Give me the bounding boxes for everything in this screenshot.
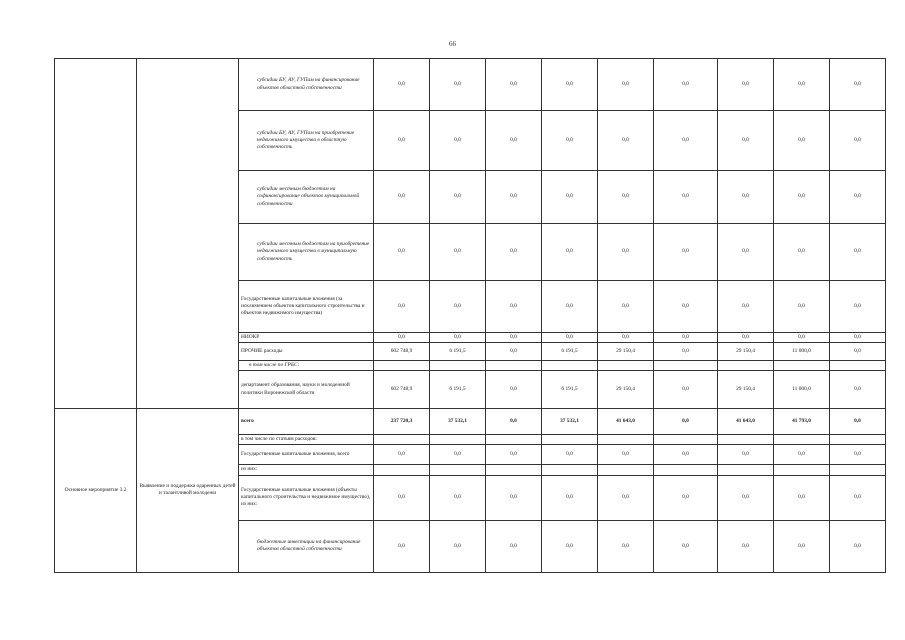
value-cell: 0,0 <box>374 224 430 281</box>
value-cell: 41 793,0 <box>774 409 830 435</box>
value-cell: 0,0 <box>598 59 654 111</box>
value-cell <box>598 465 654 475</box>
value-cell <box>774 465 830 475</box>
value-cell <box>374 360 430 370</box>
value-cell <box>774 435 830 445</box>
value-cell <box>718 435 774 445</box>
value-cell <box>718 465 774 475</box>
value-cell: 0,0 <box>718 171 774 224</box>
value-cell: 41 643,0 <box>718 409 774 435</box>
value-cell: 0,0 <box>542 111 598 171</box>
value-cell: 0,0 <box>486 59 542 111</box>
value-cell: 0,0 <box>654 59 718 111</box>
value-cell <box>654 465 718 475</box>
value-cell: 0,0 <box>718 333 774 343</box>
value-cell: 0,0 <box>774 333 830 343</box>
value-cell: 0,0 <box>774 171 830 224</box>
value-cell: 0,0 <box>374 333 430 343</box>
value-cell: 0,0 <box>774 59 830 111</box>
value-cell: 11 000,0 <box>774 371 830 409</box>
value-cell: 0,0 <box>718 445 774 465</box>
row-label: всего <box>239 409 374 435</box>
value-cell: 0,0 <box>430 445 486 465</box>
value-cell: 37 532,1 <box>542 409 598 435</box>
value-cell: 6 191,5 <box>430 343 486 361</box>
value-cell: 0,0 <box>486 171 542 224</box>
value-cell: 0,0 <box>430 111 486 171</box>
table-row <box>55 59 886 111</box>
row-label: ПРОЧИЕ расходы <box>239 343 374 361</box>
value-cell: 0,0 <box>374 111 430 171</box>
row-label: субсидии БУ, АУ, ГУПам на финансирование объектов областной собственности <box>239 59 374 111</box>
page-number: 66 <box>449 40 456 48</box>
value-cell: 0,0 <box>598 520 654 572</box>
row-label: субсидии местным бюджетам на приобретение недвижимого имущества в муниципальную собственность <box>239 224 374 281</box>
value-cell: 0,0 <box>430 520 486 572</box>
value-cell: 0,0 <box>830 475 886 520</box>
value-cell: 0,0 <box>654 281 718 333</box>
value-cell: 0,0 <box>598 333 654 343</box>
value-cell: 237 720,3 <box>374 409 430 435</box>
row-label: Государственные капитальные вложения (за исключением объектов капитального строительства и объектов недвижимого имущества) <box>239 281 374 333</box>
value-cell: 6 191,5 <box>430 371 486 409</box>
value-cell: 602 748,9 <box>374 343 430 361</box>
value-cell: 0,0 <box>542 224 598 281</box>
value-cell: 0,0 <box>718 475 774 520</box>
value-cell: 0,0 <box>598 281 654 333</box>
value-cell: 0,0 <box>598 475 654 520</box>
value-cell: 0,0 <box>654 224 718 281</box>
value-cell: 0,0 <box>430 475 486 520</box>
row-label: из них: <box>239 465 374 475</box>
value-cell <box>718 360 774 370</box>
value-cell: 0,0 <box>830 333 886 343</box>
value-cell: 0,0 <box>486 520 542 572</box>
value-cell: 0,0 <box>486 333 542 343</box>
value-cell <box>486 435 542 445</box>
value-cell: 0,0 <box>718 59 774 111</box>
value-cell: 0,0 <box>830 343 886 361</box>
value-cell: 0,0 <box>542 171 598 224</box>
value-cell: 0,0 <box>654 409 718 435</box>
value-cell: 0,0 <box>718 520 774 572</box>
row-label: бюджетные инвестиции на финансирование объектов областной собственности <box>239 520 374 572</box>
value-cell: 0,0 <box>430 224 486 281</box>
value-cell: 0,0 <box>654 371 718 409</box>
budget-table <box>54 58 886 573</box>
value-cell: 0,0 <box>374 59 430 111</box>
value-cell: 0,0 <box>654 343 718 361</box>
section-name: Основное мероприятие 3.2 <box>55 409 137 573</box>
value-cell: 0,0 <box>830 409 886 435</box>
value-cell: 0,0 <box>486 281 542 333</box>
value-cell: 0,0 <box>374 445 430 465</box>
value-cell: 0,0 <box>542 281 598 333</box>
value-cell <box>430 360 486 370</box>
value-cell: 0,0 <box>430 59 486 111</box>
value-cell: 0,0 <box>830 111 886 171</box>
value-cell: 29 150,4 <box>718 371 774 409</box>
value-cell: 0,0 <box>830 445 886 465</box>
value-cell <box>542 465 598 475</box>
value-cell: 0,0 <box>374 171 430 224</box>
value-cell: 0,0 <box>486 371 542 409</box>
value-cell <box>654 435 718 445</box>
value-cell: 41 643,0 <box>598 409 654 435</box>
row-label: в том числе по статьям расходов: <box>239 435 374 445</box>
row-label: субсидии БУ, АУ, ГУПам на приобретение недвижимого имущества в областную собственность <box>239 111 374 171</box>
value-cell <box>430 465 486 475</box>
value-cell: 0,0 <box>774 111 830 171</box>
value-cell: 0,0 <box>598 111 654 171</box>
value-cell: 0,0 <box>718 281 774 333</box>
value-cell: 0,0 <box>542 520 598 572</box>
value-cell <box>374 465 430 475</box>
value-cell <box>542 360 598 370</box>
value-cell: 0,0 <box>486 445 542 465</box>
value-cell: 0,0 <box>718 224 774 281</box>
value-cell: 0,0 <box>486 111 542 171</box>
value-cell: 0,0 <box>774 445 830 465</box>
blank-cell <box>55 59 137 409</box>
value-cell: 29 150,4 <box>718 343 774 361</box>
value-cell: 6 191,5 <box>542 343 598 361</box>
value-cell <box>486 360 542 370</box>
value-cell <box>830 465 886 475</box>
value-cell: 29 150,4 <box>598 371 654 409</box>
value-cell: 0,0 <box>486 343 542 361</box>
value-cell: 0,0 <box>374 281 430 333</box>
row-label: департамент образования, науки и молодежной политики Воронежской области <box>239 371 374 409</box>
value-cell: 0,0 <box>542 475 598 520</box>
value-cell: 0,0 <box>774 475 830 520</box>
value-cell: 602 748,9 <box>374 371 430 409</box>
value-cell <box>654 360 718 370</box>
value-cell: 0,0 <box>654 445 718 465</box>
row-label: в том числе по ГРБС: <box>239 360 374 370</box>
value-cell: 11 000,0 <box>774 343 830 361</box>
value-cell <box>830 435 886 445</box>
value-cell: 0,0 <box>374 475 430 520</box>
section-description: Выявление и поддержка одаренных детей и талантливой молодежи <box>137 409 239 573</box>
value-cell: 0,0 <box>542 59 598 111</box>
table-row <box>55 409 886 435</box>
value-cell: 0,0 <box>598 224 654 281</box>
value-cell: 0,0 <box>486 224 542 281</box>
value-cell: 0,0 <box>542 445 598 465</box>
value-cell: 0,0 <box>774 224 830 281</box>
value-cell: 0,0 <box>654 111 718 171</box>
value-cell: 0,0 <box>774 520 830 572</box>
value-cell <box>598 360 654 370</box>
value-cell <box>430 435 486 445</box>
value-cell: 0,0 <box>598 171 654 224</box>
value-cell: 0,0 <box>486 409 542 435</box>
value-cell <box>486 465 542 475</box>
row-label: субсидии местным бюджетам на софинансирование объектов муниципальной собственности <box>239 171 374 224</box>
value-cell <box>374 435 430 445</box>
value-cell: 0,0 <box>598 445 654 465</box>
value-cell: 0,0 <box>430 281 486 333</box>
value-cell: 0,0 <box>486 475 542 520</box>
value-cell: 0,0 <box>830 520 886 572</box>
value-cell: 0,0 <box>830 171 886 224</box>
value-cell: 0,0 <box>430 333 486 343</box>
value-cell: 0,0 <box>830 281 886 333</box>
value-cell: 37 532,1 <box>430 409 486 435</box>
value-cell: 29 150,4 <box>598 343 654 361</box>
value-cell: 0,0 <box>654 520 718 572</box>
value-cell: 0,0 <box>430 171 486 224</box>
value-cell: 0,0 <box>374 520 430 572</box>
value-cell: 0,0 <box>830 371 886 409</box>
value-cell: 0,0 <box>830 224 886 281</box>
row-label: Государственные капитальные вложения (объекты капитального строительства и недвижимое имущество), из них: <box>239 475 374 520</box>
row-label: НИОКР <box>239 333 374 343</box>
value-cell: 0,0 <box>654 475 718 520</box>
value-cell: 0,0 <box>654 333 718 343</box>
value-cell <box>830 360 886 370</box>
value-cell: 0,0 <box>830 59 886 111</box>
blank-cell <box>137 59 239 409</box>
row-label: Государственные капитальные вложения, всего <box>239 445 374 465</box>
value-cell <box>774 360 830 370</box>
value-cell: 0,0 <box>542 333 598 343</box>
value-cell: 0,0 <box>718 111 774 171</box>
value-cell <box>598 435 654 445</box>
value-cell: 6 191,5 <box>542 371 598 409</box>
value-cell: 0,0 <box>654 171 718 224</box>
value-cell: 0,0 <box>774 281 830 333</box>
value-cell <box>542 435 598 445</box>
